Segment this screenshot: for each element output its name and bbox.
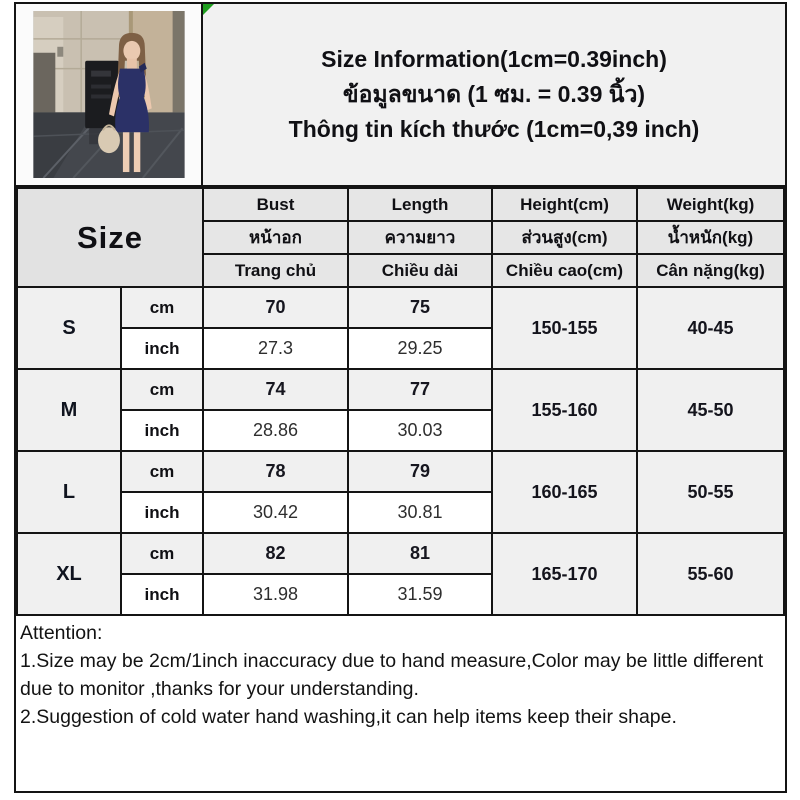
bust-cm-s: 70 bbox=[203, 287, 348, 328]
title-english: Size Information(1cm=0.39inch) bbox=[321, 46, 667, 72]
height-range-l: 160-165 bbox=[492, 451, 637, 533]
col-header-height-en: Height(cm) bbox=[492, 188, 637, 221]
unit-inch-s: inch bbox=[121, 328, 203, 369]
attention-title: Attention: bbox=[20, 622, 103, 644]
length-inch-s: 29.25 bbox=[348, 328, 492, 369]
bust-inch-s: 27.3 bbox=[203, 328, 348, 369]
row-s-cm bbox=[17, 287, 784, 328]
col-header-length-vi: Chiều dài bbox=[348, 254, 492, 287]
size-label-s: S bbox=[17, 287, 121, 369]
title-thai: ข้อมูลขนาด (1 ซม. = 0.39 นิ้ว) bbox=[342, 81, 646, 107]
top-banner bbox=[16, 4, 785, 187]
attention-line-1: 1.Size may be 2cm/1inch inaccuracy due to hand measure,Color may be little different bbox=[20, 650, 764, 672]
col-header-bust-vi: Trang chủ bbox=[203, 254, 348, 287]
unit-inch-l: inch bbox=[121, 492, 203, 533]
attention-line-3: 2.Suggestion of cold water hand washing,it can help items keep their shape. bbox=[20, 706, 677, 728]
col-header-length-en: Length bbox=[348, 188, 492, 221]
product-photo bbox=[33, 11, 185, 178]
unit-cm-xl: cm bbox=[121, 533, 203, 574]
model-face bbox=[123, 41, 140, 61]
height-range-m: 155-160 bbox=[492, 369, 637, 451]
col-header-weight-th: น้ำหนัก(kg) bbox=[637, 221, 784, 254]
model-leg-left bbox=[122, 132, 128, 172]
col-header-weight-en: Weight(kg) bbox=[637, 188, 784, 221]
length-inch-l: 30.81 bbox=[348, 492, 492, 533]
size-chart-sheet bbox=[14, 2, 787, 793]
col-header-height-vi: Chiều cao(cm) bbox=[492, 254, 637, 287]
row-l-cm bbox=[17, 451, 784, 492]
col-header-bust-en: Bust bbox=[203, 188, 348, 221]
product-photo-cell bbox=[16, 4, 203, 185]
navy-dress bbox=[115, 69, 149, 133]
title-vietnamese: Thông tin kích thước (1cm=0,39 inch) bbox=[288, 116, 700, 142]
height-range-s: 150-155 bbox=[492, 287, 637, 369]
length-cm-l: 79 bbox=[348, 451, 492, 492]
bust-inch-l: 30.42 bbox=[203, 492, 348, 533]
col-header-length-th: ความยาว bbox=[348, 221, 492, 254]
col-header-weight-vi: Cân nặng(kg) bbox=[637, 254, 784, 287]
bust-cm-xl: 82 bbox=[203, 533, 348, 574]
col-header-bust-th: หน้าอก bbox=[203, 221, 348, 254]
size-info-title-cell bbox=[203, 4, 785, 185]
bust-cm-m: 74 bbox=[203, 369, 348, 410]
header-row-en bbox=[17, 188, 784, 221]
size-table bbox=[16, 187, 785, 616]
col-header-height-th: ส่วนสูง(cm) bbox=[492, 221, 637, 254]
length-inch-m: 30.03 bbox=[348, 410, 492, 451]
size-header: Size bbox=[17, 188, 203, 287]
height-range-xl: 165-170 bbox=[492, 533, 637, 615]
green-corner-flag-icon bbox=[203, 4, 214, 15]
size-label-m: M bbox=[17, 369, 121, 451]
unit-inch-xl: inch bbox=[121, 574, 203, 615]
unit-cm-m: cm bbox=[121, 369, 203, 410]
size-label-l: L bbox=[17, 451, 121, 533]
weight-range-s: 40-45 bbox=[637, 287, 784, 369]
length-inch-xl: 31.59 bbox=[348, 574, 492, 615]
attention-notes bbox=[16, 616, 785, 731]
bust-inch-m: 28.86 bbox=[203, 410, 348, 451]
bust-inch-xl: 31.98 bbox=[203, 574, 348, 615]
product-photo-illustration bbox=[33, 11, 185, 178]
weight-range-xl: 55-60 bbox=[637, 533, 784, 615]
bust-cm-l: 78 bbox=[203, 451, 348, 492]
weight-range-l: 50-55 bbox=[637, 451, 784, 533]
handbag bbox=[98, 127, 120, 153]
length-cm-xl: 81 bbox=[348, 533, 492, 574]
attention-line-2: due to monitor ,thanks for your understanding. bbox=[20, 678, 419, 700]
unit-cm-l: cm bbox=[121, 451, 203, 492]
model-leg-right bbox=[133, 132, 139, 172]
row-m-cm bbox=[17, 369, 784, 410]
size-label-xl: XL bbox=[17, 533, 121, 615]
weight-range-m: 45-50 bbox=[637, 369, 784, 451]
length-cm-m: 77 bbox=[348, 369, 492, 410]
row-xl-cm bbox=[17, 533, 784, 574]
unit-cm-s: cm bbox=[121, 287, 203, 328]
unit-inch-m: inch bbox=[121, 410, 203, 451]
length-cm-s: 75 bbox=[348, 287, 492, 328]
